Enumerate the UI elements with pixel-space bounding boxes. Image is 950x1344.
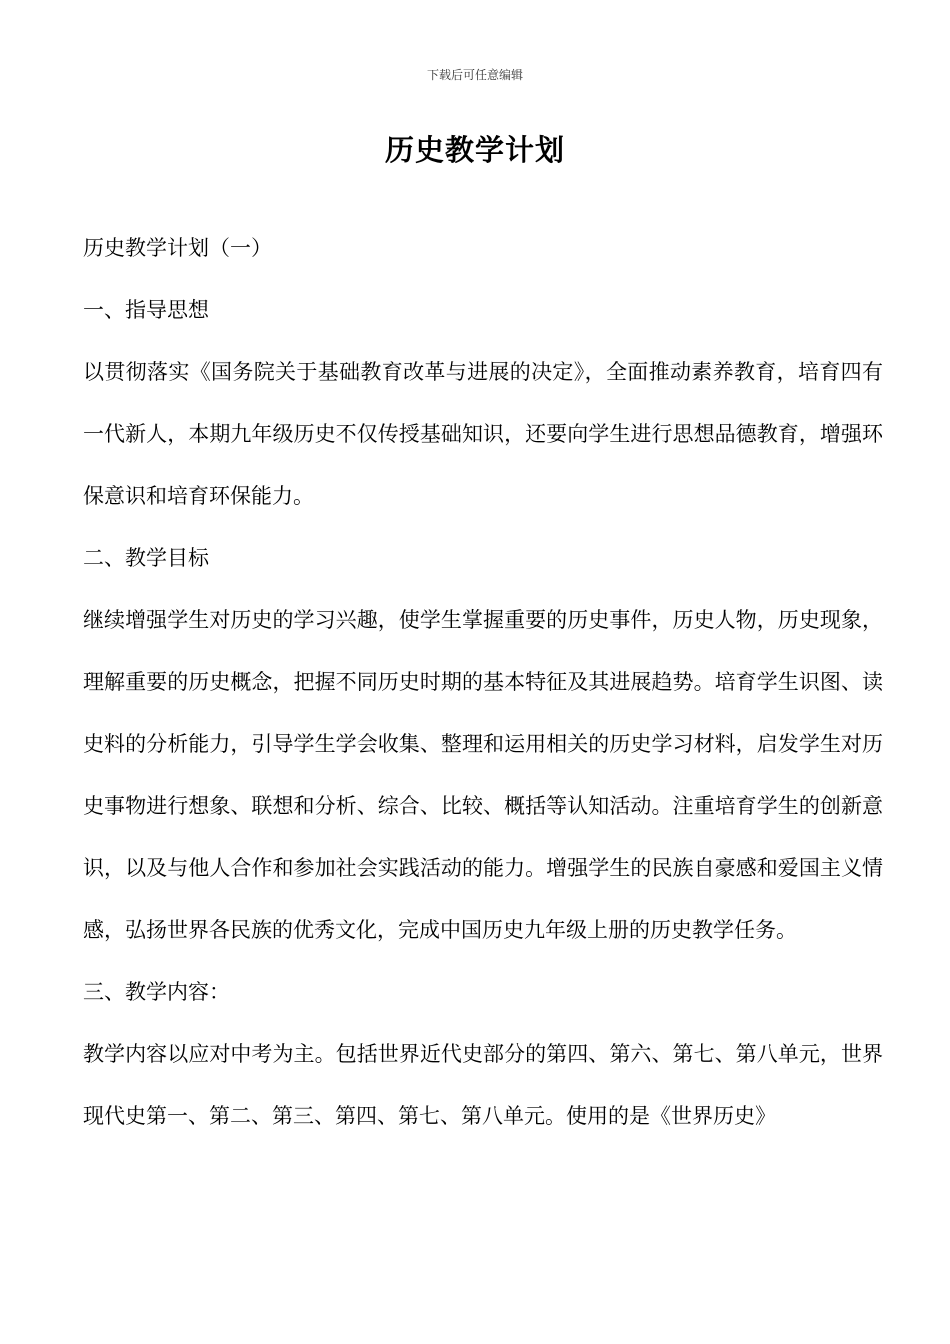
section-subtitle: 历史教学计划（一） <box>83 236 272 260</box>
paragraph-guiding-thought: 以贯彻落实《国务院关于基础教育改革与进展的决定》，全面推动素养教育，培育四有一代新人，本期九年级历史不仅传授基础知识，还要向学生进行思想品德教育，增强环保意识和培育环保能力。 <box>83 360 883 508</box>
section-heading-guiding-thought: 一、指导思想 <box>83 298 209 322</box>
document-body <box>83 217 883 1147</box>
paragraph-teaching-content: 教学内容以应对中考为主。包括世界近代史部分的第四、第六、第七、第八单元，世界现代史第一、第二、第三、第四、第七、第八单元。使用的是《世界历史》 <box>83 1042 883 1128</box>
document-title: 历史教学计划 <box>384 133 565 167</box>
section-heading-teaching-content: 三、教学内容： <box>83 980 230 1004</box>
paragraph-teaching-goals: 继续增强学生对历史的学习兴趣，使学生掌握重要的历史事件，历史人物，历史现象，理解重要的历史概念，把握不同历史时期的基本特征及其进展趋势。培育学生识图、读史料的分析能力，引导学生学会收集、整理和运用相关的历史学习材料，启发学生对历史事物进行想象、联想和分析、综合、比较、概括等认知活动。注重培育学生的创新意识，以及与他人合作和参加社会实践活动的能力。增强学生的民族自豪感和爱国主义情感，弘扬世界各民族的优秀文化，完成中国历史九年级上册的历史教学任务。 <box>83 608 883 942</box>
header-note: 下载后可任意编辑 <box>426 68 523 82</box>
section-heading-teaching-goals: 二、教学目标 <box>83 546 209 570</box>
